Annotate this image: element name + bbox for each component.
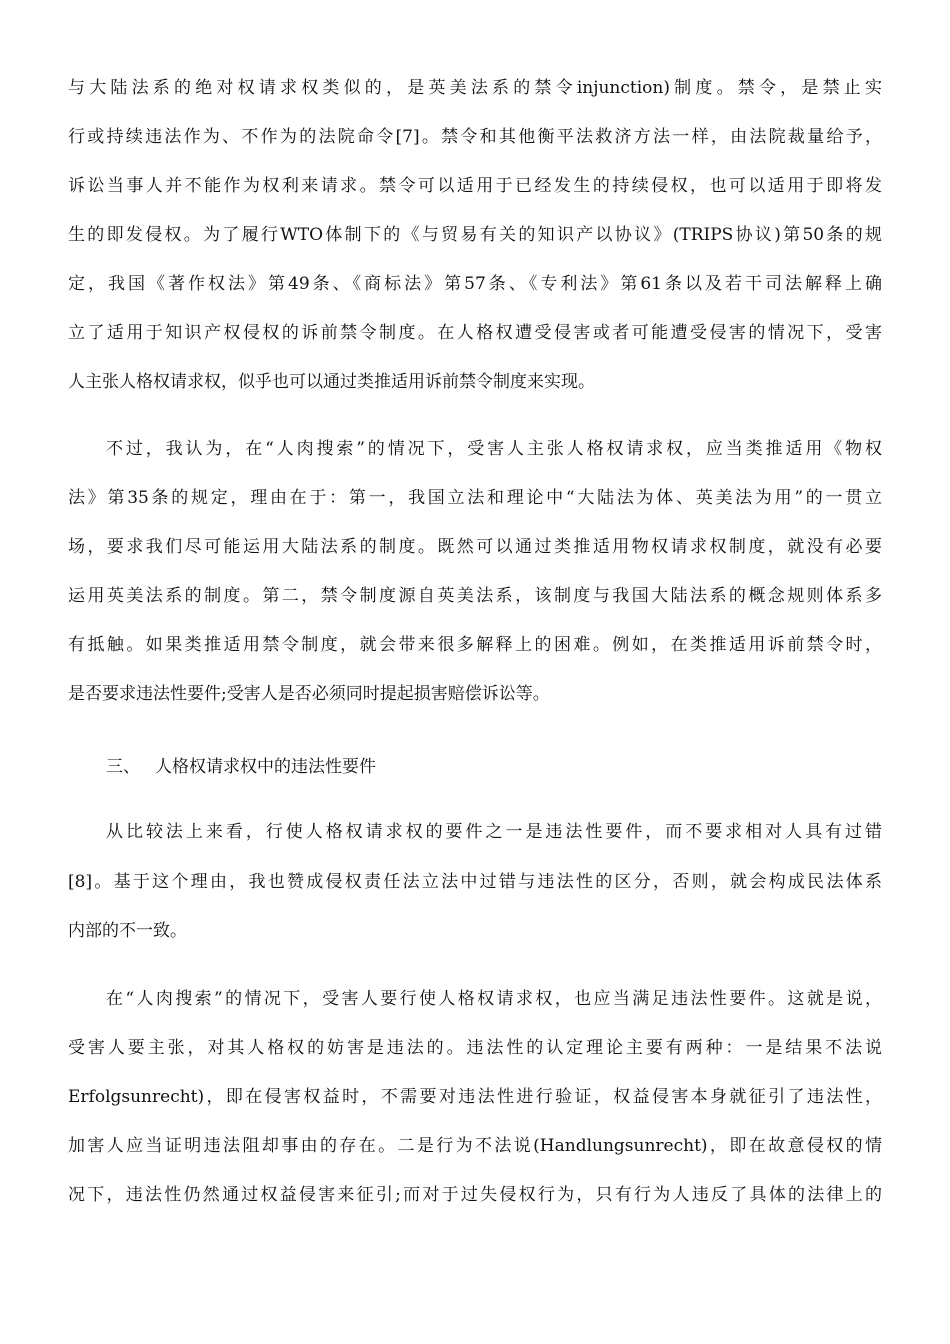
text-line: 是否要求违法性要件;受害人是否必须同时提起损害赔偿诉讼等。	[68, 684, 550, 704]
text-line: 立了适用于知识产权侵权的诉前禁令制度。在人格权遭受侵害或者可能遭受侵害的情况下，受害	[68, 323, 882, 343]
text-line: 生的即发侵权。为了履行WTO体制下的《与贸易有关的知识产以协议》(TRIPS协议)第50条的规	[68, 225, 882, 245]
text-line: 与大陆法系的绝对权请求权类似的，是英美法系的禁令injunction)制度。禁令，是禁止实	[68, 78, 882, 98]
text-line: 受害人要主张，对其人格权的妨害是违法的。违法性的认定理论主要有两种：一是结果不法说	[68, 1038, 882, 1058]
text-line: 不过，我认为，在“人肉搜索”的情况下，受害人主张人格权请求权，应当类推适用《物权	[106, 439, 882, 459]
section-title: 人格权请求权中的违法性要件	[155, 757, 376, 777]
text-line: 在“人肉搜索”的情况下，受害人要行使人格权请求权，也应当满足违法性要件。这就是说，	[106, 989, 882, 1009]
text-line: 诉讼当事人并不能作为权利来请求。禁令可以适用于已经发生的持续侵权，也可以适用于即将发	[68, 176, 882, 196]
section-number: 三、	[106, 757, 140, 777]
text-line: 内部的不一致。	[68, 921, 187, 941]
text-line: 定，我国《著作权法》第49条、《商标法》第57条、《专利法》第61条以及若干司法解释上确	[68, 274, 882, 294]
text-line: 况下，违法性仍然通过权益侵害来征引;而对于过失侵权行为，只有行为人违反了具体的法律上的	[68, 1185, 882, 1205]
text-line: 人主张人格权请求权，似乎也可以通过类推适用诉前禁令制度来实现。	[68, 372, 595, 392]
text-line: 法》第35条的规定，理由在于：第一，我国立法和理论中“大陆法为体、英美法为用”的一贯立	[68, 488, 882, 508]
text-line: Erfolgsunrecht)，即在侵害权益时，不需要对违法性进行验证，权益侵害本身就征引了违法性，	[68, 1087, 882, 1107]
text-line: 有抵触。如果类推适用禁令制度，就会带来很多解释上的困难。例如，在类推适用诉前禁令时，	[68, 635, 882, 655]
text-line: 场，要求我们尽可能运用大陆法系的制度。既然可以通过类推适用物权请求权制度，就没有必要	[68, 537, 882, 557]
text-line: 从比较法上来看，行使人格权请求权的要件之一是违法性要件，而不要求相对人具有过错	[106, 822, 882, 842]
text-line: [8]。基于这个理由，我也赞成侵权责任法立法中过错与违法性的区分，否则，就会构成民法体系	[68, 872, 882, 892]
text-line: 运用英美法系的制度。第二，禁令制度源自英美法系，该制度与我国大陆法系的概念规则体系多	[68, 586, 882, 606]
text-line: 行或持续违法作为、不作为的法院命令[7]。禁令和其他衡平法救济方法一样，由法院裁量给予，	[68, 127, 882, 147]
text-line: 加害人应当证明违法阻却事由的存在。二是行为不法说(Handlungsunrecht)，即在故意侵权的情	[68, 1136, 882, 1156]
